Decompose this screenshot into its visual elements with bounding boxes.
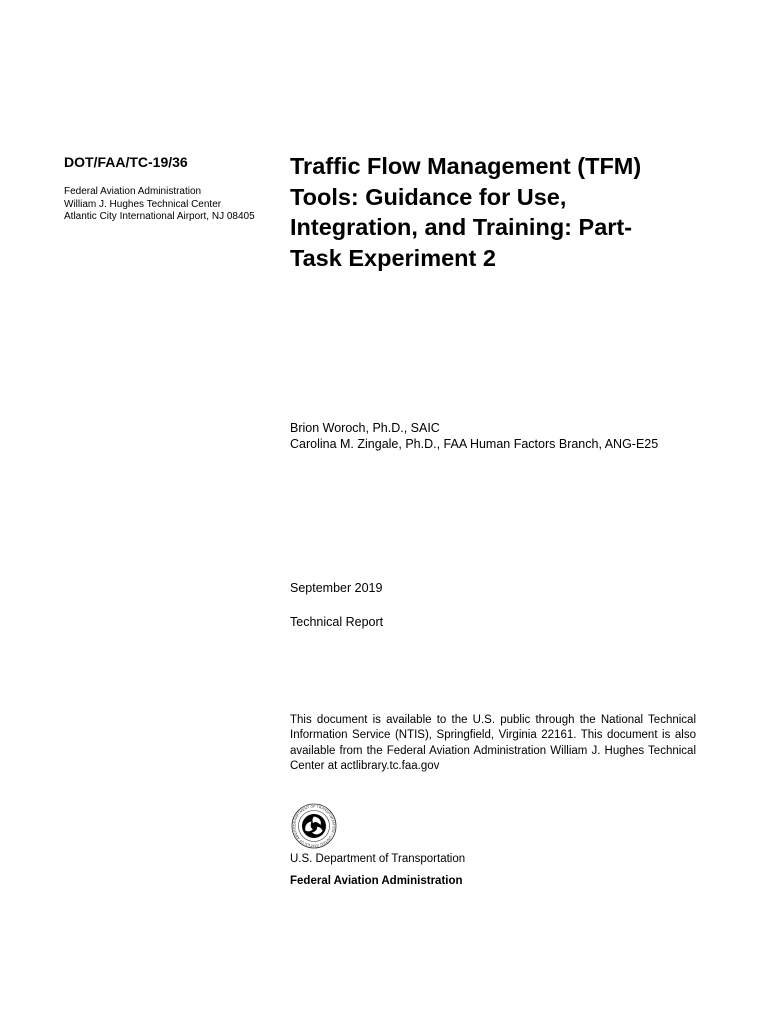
author-line: Carolina M. Zingale, Ph.D., FAA Human Factors Branch, ANG-E25 <box>290 436 659 451</box>
publication-date: September 2019 <box>290 581 383 595</box>
report-header-left <box>64 154 274 224</box>
authors <box>290 421 658 452</box>
dot-seal-icon <box>291 803 337 849</box>
organization-address <box>64 186 274 224</box>
document-title <box>290 151 710 273</box>
title-line: Tools: Guidance for Use, <box>290 183 567 210</box>
title-line: Integration, and Training: Part- <box>290 214 633 240</box>
report-type: Technical Report <box>290 615 384 629</box>
agency-name: Federal Aviation Administration <box>290 875 463 887</box>
title-line: Traffic Flow Management (TFM) <box>290 153 642 179</box>
department-name: U.S. Department of Transportation <box>290 853 466 865</box>
org-line: Federal Aviation Administration <box>64 186 202 197</box>
org-line: Atlantic City International Airport, NJ 08405 <box>64 211 255 222</box>
author-line: Brion Woroch, Ph.D., SAIC <box>290 421 440 435</box>
seal-text: DEPARTMENT OF TRANSPORTATION • UNITED STATES OF AMERIC <box>292 804 336 848</box>
org-line: William J. Hughes Technical Center <box>64 198 222 210</box>
availability-statement: This document is available to the U.S. public through the National Technical Information Service (NTIS), Springfield, Virginia 22161. This document is also available from the Federal Aviation Administration William J. Hughes Technical Center at actlibrary.tc.faa.gov <box>290 714 696 772</box>
report-number: DOT/FAA/TC-19/36 <box>64 154 188 170</box>
title-line: Task Experiment 2 <box>290 244 496 271</box>
